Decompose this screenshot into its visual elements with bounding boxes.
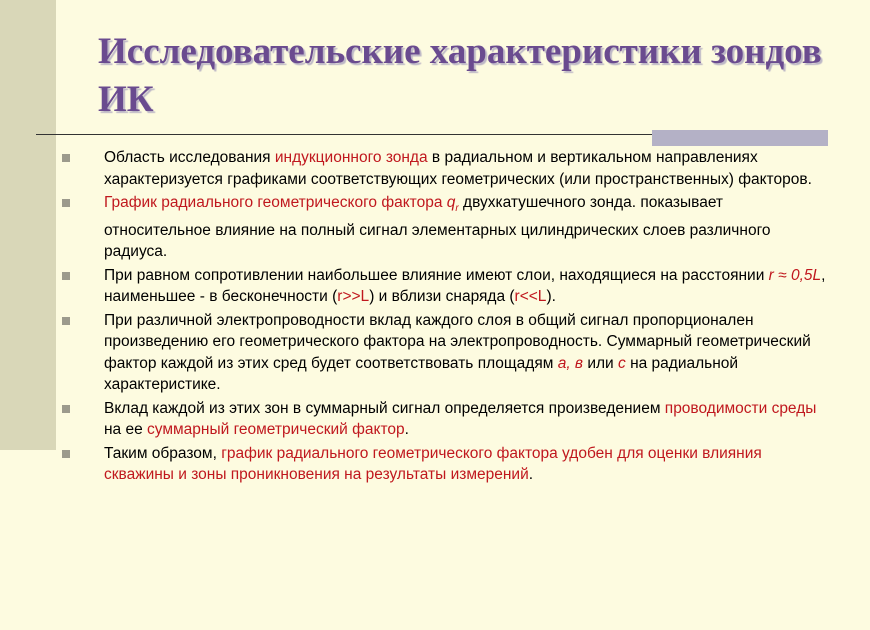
bullet-square-icon xyxy=(62,199,70,207)
bullet-text-segment: При равном сопротивлении наибольшее влияние имеют слои, находящиеся на расстоянии xyxy=(104,266,769,284)
left-decorative-band xyxy=(0,0,56,450)
bullet-text-segment: или xyxy=(583,354,619,372)
bullet-text-segment: а, в xyxy=(557,354,584,372)
bullet-text-segment: . xyxy=(528,466,534,484)
bullet-text-segment: , наименьшее - в бесконечности ( xyxy=(104,266,826,306)
bullet-text-segment: ). xyxy=(546,288,556,306)
bullet-item xyxy=(62,310,832,396)
bullet-item xyxy=(62,265,832,308)
bullet-text-segment: r xyxy=(455,203,459,215)
bullet-text-segment: двухкатушечного зонда. показывает относительное влияние на полный сигнал элементарных цилиндрических слоев различного радиуса. xyxy=(104,194,771,261)
bullet-square-icon xyxy=(62,405,70,413)
bullet-text-segment: q xyxy=(446,194,456,211)
bullet-text-segment: ) и вблизи снаряда ( xyxy=(369,288,515,306)
bullet-item xyxy=(62,398,832,441)
bullet-text-segment: Область исследования xyxy=(104,149,275,166)
title-divider-bar xyxy=(652,130,828,146)
bullet-text-segment: на ее xyxy=(104,421,148,439)
bullet-item xyxy=(62,147,832,190)
bullet-square-icon xyxy=(62,317,70,325)
bullet-text-segment: проводимости среды xyxy=(664,399,817,417)
slide-title: Исследовательские характеристики зондов ИК xyxy=(98,31,822,120)
bullet-text-segment: r>>L xyxy=(337,288,370,306)
bullet-item xyxy=(62,192,832,263)
bullet-text-segment: график радиального геометрического фактора удобен для оценки влияния скважины и зоны проникновения на результаты измерений xyxy=(104,444,762,484)
bullet-text-segment: Таким образом, xyxy=(104,444,222,462)
bullet-text-segment: суммарный геометрический фактор xyxy=(147,421,405,439)
bullet-text-segment: r<<L xyxy=(514,288,547,306)
bullet-text-segment: r ≈ 0,5L xyxy=(768,266,822,284)
bullet-text-segment: на радиальной характеристике. xyxy=(104,354,739,394)
bullet-text-segment: с xyxy=(618,354,626,372)
bullet-text-segment: индукционного зонда xyxy=(274,149,428,166)
bullet-square-icon xyxy=(62,272,70,280)
bullet-item xyxy=(62,443,832,486)
bullet-text-segment: Вклад каждой из этих зон в суммарный сигнал определяется произведением xyxy=(104,399,665,417)
bullet-list xyxy=(62,147,832,488)
bullet-text-segment: При различной электропроводности вклад каждого слоя в общий сигнал пропорционален произведению его геометрического фактора на электропроводность. Суммарный геометрический фактор каждой из этих сред будет соответствовать площадям xyxy=(104,311,811,372)
bullet-square-icon xyxy=(62,154,70,162)
bullet-text-segment: График радиального геометрического фактора xyxy=(104,194,447,211)
bullet-text-segment: . xyxy=(404,421,409,439)
bullet-text-segment: в радиальном и вертикальном направлениях характеризуется графиками соответствующих геометрических (или пространственных) факторов. xyxy=(104,149,812,188)
bullet-square-icon xyxy=(62,450,70,458)
